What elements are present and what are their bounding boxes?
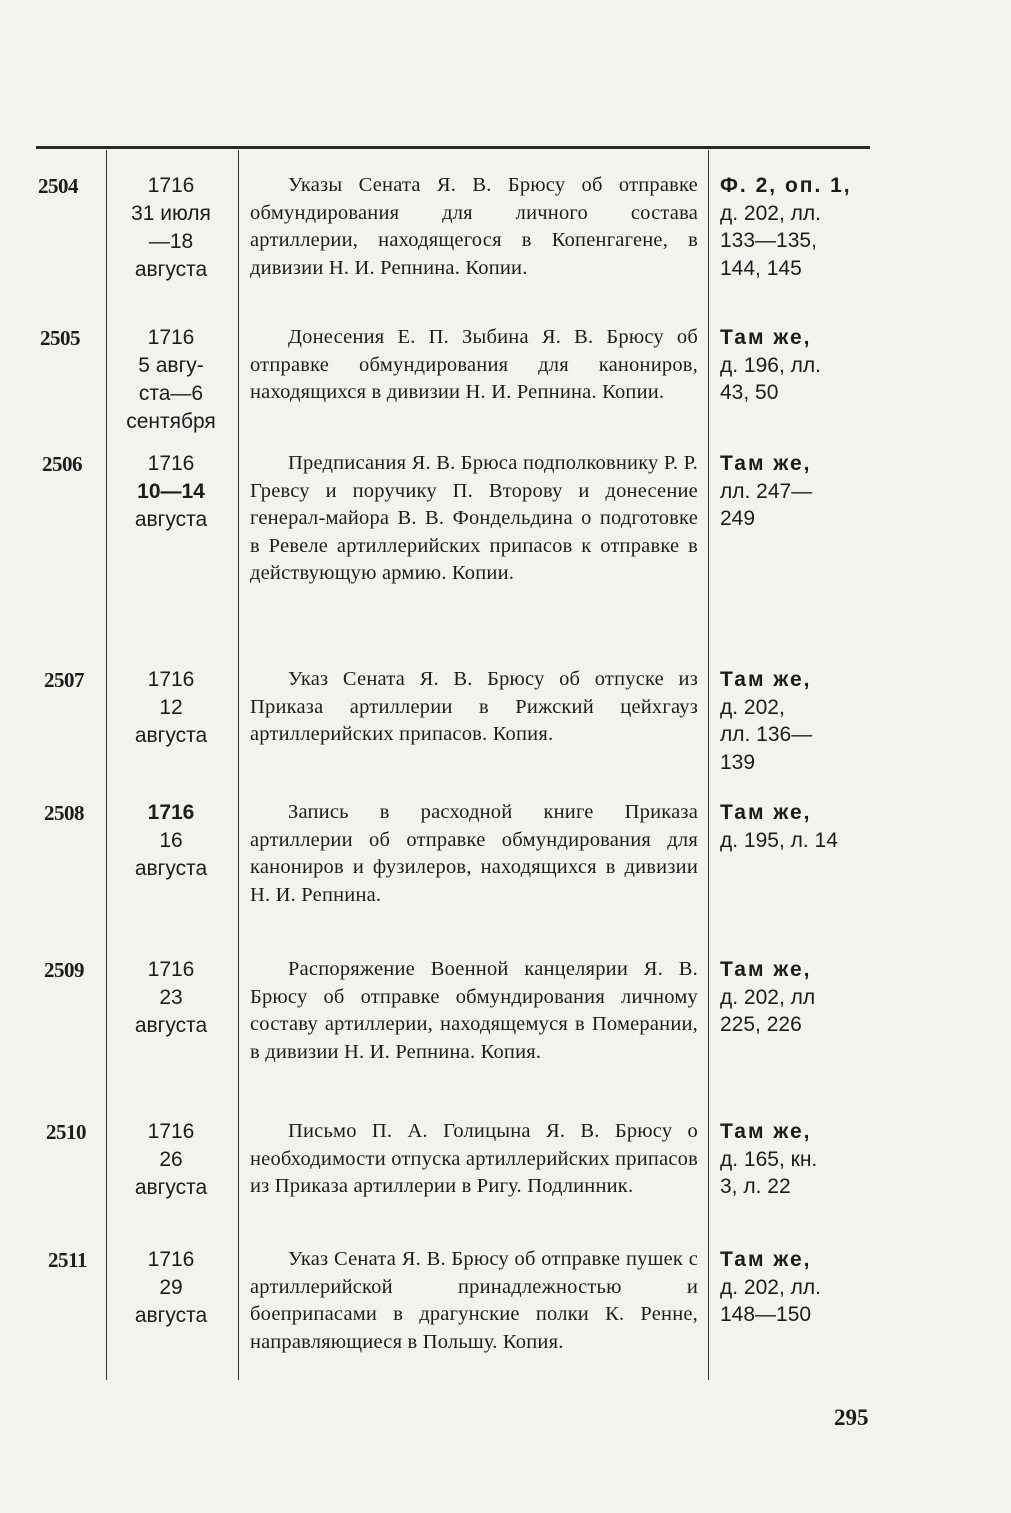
date-line: ста—6: [138, 382, 204, 405]
entry-date: [112, 799, 230, 883]
entry-description: [250, 172, 698, 282]
reference-line: 133—135,: [720, 229, 817, 252]
date-line: 1716: [147, 668, 195, 691]
entry-description: [250, 324, 698, 407]
column-divider-number: [106, 150, 107, 1380]
reference-line: д. 196, лл.: [720, 353, 821, 377]
entry-date: [112, 450, 230, 534]
reference-line: Там же,: [720, 1120, 812, 1143]
reference-line: Там же,: [720, 668, 812, 691]
entry-date: [112, 1246, 230, 1330]
date-line: августа: [134, 258, 208, 281]
entry-description: [250, 1246, 698, 1356]
description-text: Указы Сената Я. В. Брюсу об отправке обмундирования для личного состава артиллерии, находящегося в Копенгагене, в дивизии Н. И. Репнина. Копии.: [250, 174, 698, 279]
entry-reference: [720, 666, 880, 776]
entry-number: 2506: [42, 452, 82, 476]
date-line: августа: [134, 857, 208, 880]
date-line: 1716: [147, 801, 195, 824]
entry-reference: [720, 1118, 880, 1201]
entry-date: [112, 324, 230, 436]
description-text: Донесения Е. П. Зыбина Я. В. Брюсу об отправке обмундирования для канониров, находящихся в дивизии Н. И. Репнина. Копии.: [250, 326, 698, 403]
column-divider-date: [238, 150, 239, 1380]
reference-line: д. 202, лл.: [720, 1275, 821, 1299]
date-line: августа: [134, 1304, 208, 1327]
date-line: 1716: [147, 1120, 195, 1143]
date-line: 5 авгу-: [138, 354, 204, 377]
entry-reference: [720, 1246, 880, 1329]
date-line: 16: [159, 829, 183, 852]
entry-reference: [720, 450, 880, 533]
date-line: 12: [159, 696, 183, 719]
date-line: 31 июля: [131, 202, 211, 225]
date-line: 26: [159, 1148, 183, 1171]
reference-line: лл. 136—: [720, 723, 813, 746]
reference-line: 144, 145: [720, 256, 802, 280]
description-text: Распоряжение Военной канцелярии Я. В. Брюсу об отправке обмундирования личному составу артиллерии, находящемуся в Померании, в дивизии Н. И. Репнина. Копия.: [250, 958, 698, 1063]
date-line: сентября: [126, 410, 216, 433]
date-line: 1716: [147, 958, 195, 981]
entry-reference: [720, 956, 880, 1039]
reference-line: Там же,: [720, 801, 812, 824]
entry-number: 2508: [44, 801, 84, 825]
reference-line: 3, л. 22: [720, 1175, 791, 1198]
date-line: августа: [134, 1014, 208, 1037]
reference-line: 148—150: [720, 1303, 812, 1326]
entry-description: [250, 956, 698, 1066]
entry-date: [112, 172, 230, 284]
reference-line: д. 165, кн.: [720, 1147, 818, 1171]
entry-description: [250, 799, 698, 909]
date-line: августа: [134, 724, 208, 747]
date-line: 29: [159, 1276, 183, 1299]
date-line: —18: [148, 230, 194, 253]
reference-line: Там же,: [720, 958, 812, 981]
description-text: Указ Сената Я. В. Брюсу об отправке пушек с артиллерийской принадлежностью и боеприпасами в драгунские полки К. Ренне, направляющиеся в Польшу. Копия.: [250, 1248, 698, 1353]
description-text: Письмо П. А. Голицына Я. В. Брюсу о необходимости отпуска артиллерийских припасов из Приказа артиллерии в Ригу. Подлинник.: [250, 1120, 698, 1197]
date-line: 1716: [147, 174, 195, 197]
reference-line: 249: [720, 507, 756, 530]
date-line: 23: [159, 986, 183, 1009]
reference-line: 139: [720, 750, 756, 774]
reference-line: 225, 226: [720, 1013, 802, 1036]
entry-description: [250, 450, 698, 588]
entry-date: [112, 666, 230, 750]
date-line: августа: [134, 508, 208, 531]
entry-number: 2511: [48, 1248, 87, 1272]
reference-line: Там же,: [720, 326, 812, 349]
entry-description: [250, 666, 698, 749]
date-line: 1716: [147, 326, 195, 349]
reference-line: д. 195, л. 14: [720, 828, 838, 852]
entry-reference: [720, 324, 880, 407]
date-line: 1716: [147, 452, 195, 475]
top-rule: [36, 146, 870, 149]
reference-line: д. 202, лл.: [720, 201, 821, 225]
description-text: Предписания Я. В. Брюса подполковнику Р. Р. Гревсу и поручику П. Второву и донесение генерал-майора В. В. Фондельдина о подготовке в Ревеле артиллерийских припасов к отправке в действующую армию. Копии.: [250, 452, 698, 584]
reference-line: д. 202,: [720, 695, 785, 719]
entry-date: [112, 956, 230, 1040]
entry-number: 2507: [44, 668, 84, 692]
date-line: 1716: [147, 1248, 195, 1271]
date-line: 10—14: [137, 480, 205, 503]
column-divider-description: [708, 150, 709, 1380]
entry-reference: [720, 172, 880, 282]
entry-date: [112, 1118, 230, 1202]
entry-number: 2509: [44, 958, 84, 982]
entry-reference: [720, 799, 880, 854]
reference-line: Там же,: [720, 452, 812, 475]
description-text: Указ Сената Я. В. Брюсу об отпуске из Приказа артиллерии в Рижский цейхгауз артиллерийских припасов. Копия.: [250, 668, 698, 745]
entry-number: 2504: [38, 174, 78, 198]
reference-line: Там же,: [720, 1248, 812, 1271]
date-line: августа: [134, 1176, 208, 1199]
entry-description: [250, 1118, 698, 1201]
reference-line: 43, 50: [720, 381, 779, 404]
reference-line: лл. 247—: [720, 479, 813, 503]
reference-line: д. 202, лл: [720, 985, 816, 1009]
entry-number: 2505: [40, 326, 80, 350]
page-number: 295: [834, 1405, 869, 1430]
description-text: Запись в расходной книге Приказа артиллерии об отправке обмундирования для канониров и фузилеров, находящихся в дивизии Н. И. Репнина.: [250, 801, 698, 906]
entry-number: 2510: [46, 1120, 86, 1144]
reference-line: Ф. 2, оп. 1,: [720, 174, 852, 197]
